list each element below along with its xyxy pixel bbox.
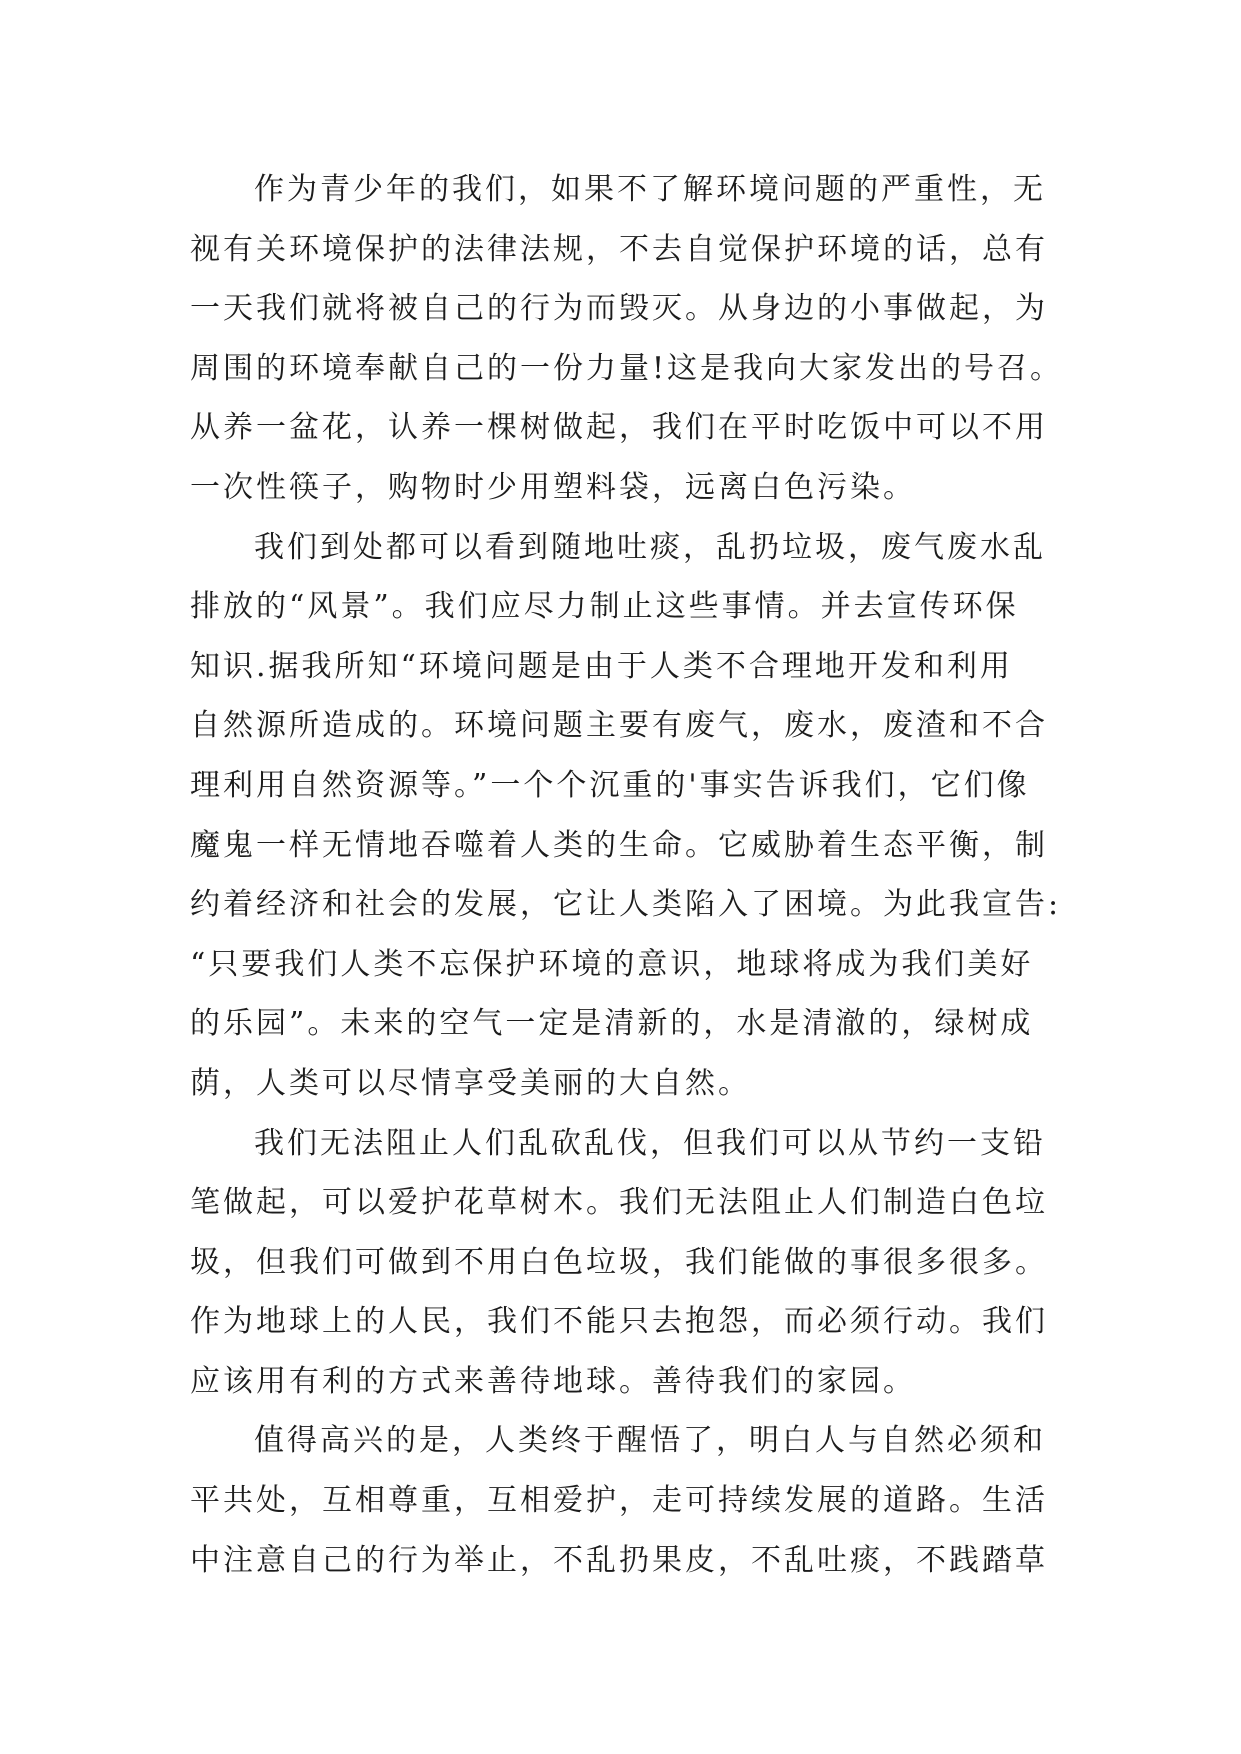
paragraph-2-line-9: 的乐园”。未来的空气一定是清新的，水是清澈的，绿树成 [190, 1006, 1034, 1042]
paragraph-2-line-1: 我们到处都可以看到随地吐痰，乱扔垃圾，废气废水乱 [254, 529, 1046, 565]
paragraph-2-line-2: 排放的“风景”。我们应尽力制止这些事情。并去宣传环保 [190, 589, 1019, 625]
paragraph-2-line-6: 魔鬼一样无情地吞噬着人类的生命。它威胁着生态平衡，制 [190, 827, 1048, 863]
paragraph-4-line-3: 中注意自己的行为举止，不乱扔果皮，不乱吐痰，不践踏草 [190, 1542, 1048, 1578]
paragraph-3-line-3: 圾，但我们可做到不用白色垃圾，我们能做的事很多很多。 [190, 1244, 1048, 1280]
paragraph-2-line-3: 知识.据我所知“环境问题是由于人类不合理地开发和利用 [190, 648, 1013, 684]
paragraph-4-line-1: 值得高兴的是，人类终于醒悟了，明白人与自然必须和 [254, 1423, 1046, 1459]
paragraph-3-line-5: 应该用有利的方式来善待地球。善待我们的家园。 [190, 1363, 916, 1399]
paragraph-2-line-10: 荫，人类可以尽情享受美丽的大自然。 [190, 1065, 751, 1101]
paragraph-1-line-2: 视有关环境保护的法律法规，不去自觉保护环境的话，总有 [190, 231, 1048, 267]
paragraph-1-line-1: 作为青少年的我们，如果不了解环境问题的严重性，无 [254, 172, 1046, 207]
paragraph-1-line-4: 周围的环境奉献自己的一份力量!这是我向大家发出的号召。 [190, 350, 1064, 386]
paragraph-2-line-7: 约着经济和社会的发展，它让人类陷入了困境。为此我宣告: [190, 887, 1062, 923]
document-body [190, 160, 1070, 1590]
paragraph-4-line-2: 平共处，互相尊重，互相爱护，走可持续发展的道路。生活 [190, 1483, 1048, 1519]
paragraph-3-line-1: 我们无法阻止人们乱砍乱伐，但我们可以从节约一支铅 [254, 1125, 1046, 1161]
paragraph-2-line-4: 自然源所造成的。环境问题主要有废气，废水，废渣和不合 [190, 708, 1048, 744]
paragraph-1-line-3: 一天我们就将被自己的行为而毁灭。从身边的小事做起，为 [190, 291, 1048, 327]
paragraph-3-line-2: 笔做起，可以爱护花草树木。我们无法阻止人们制造白色垃 [190, 1185, 1048, 1221]
paragraph-2-line-8: “只要我们人类不忘保护环境的意识，地球将成为我们美好 [190, 946, 1034, 982]
paragraph-3-line-4: 作为地球上的人民，我们不能只去抱怨，而必须行动。我们 [190, 1304, 1048, 1340]
paragraph-1-line-6: 一次性筷子，购物时少用塑料袋，远离白色污染。 [190, 469, 916, 505]
paragraph-1-line-5: 从养一盆花，认养一棵树做起，我们在平时吃饭中可以不用 [190, 410, 1048, 446]
paragraph-2-line-5: 理利用自然资源等。”一个个沉重的'事实告诉我们，它们像 [190, 767, 1030, 803]
